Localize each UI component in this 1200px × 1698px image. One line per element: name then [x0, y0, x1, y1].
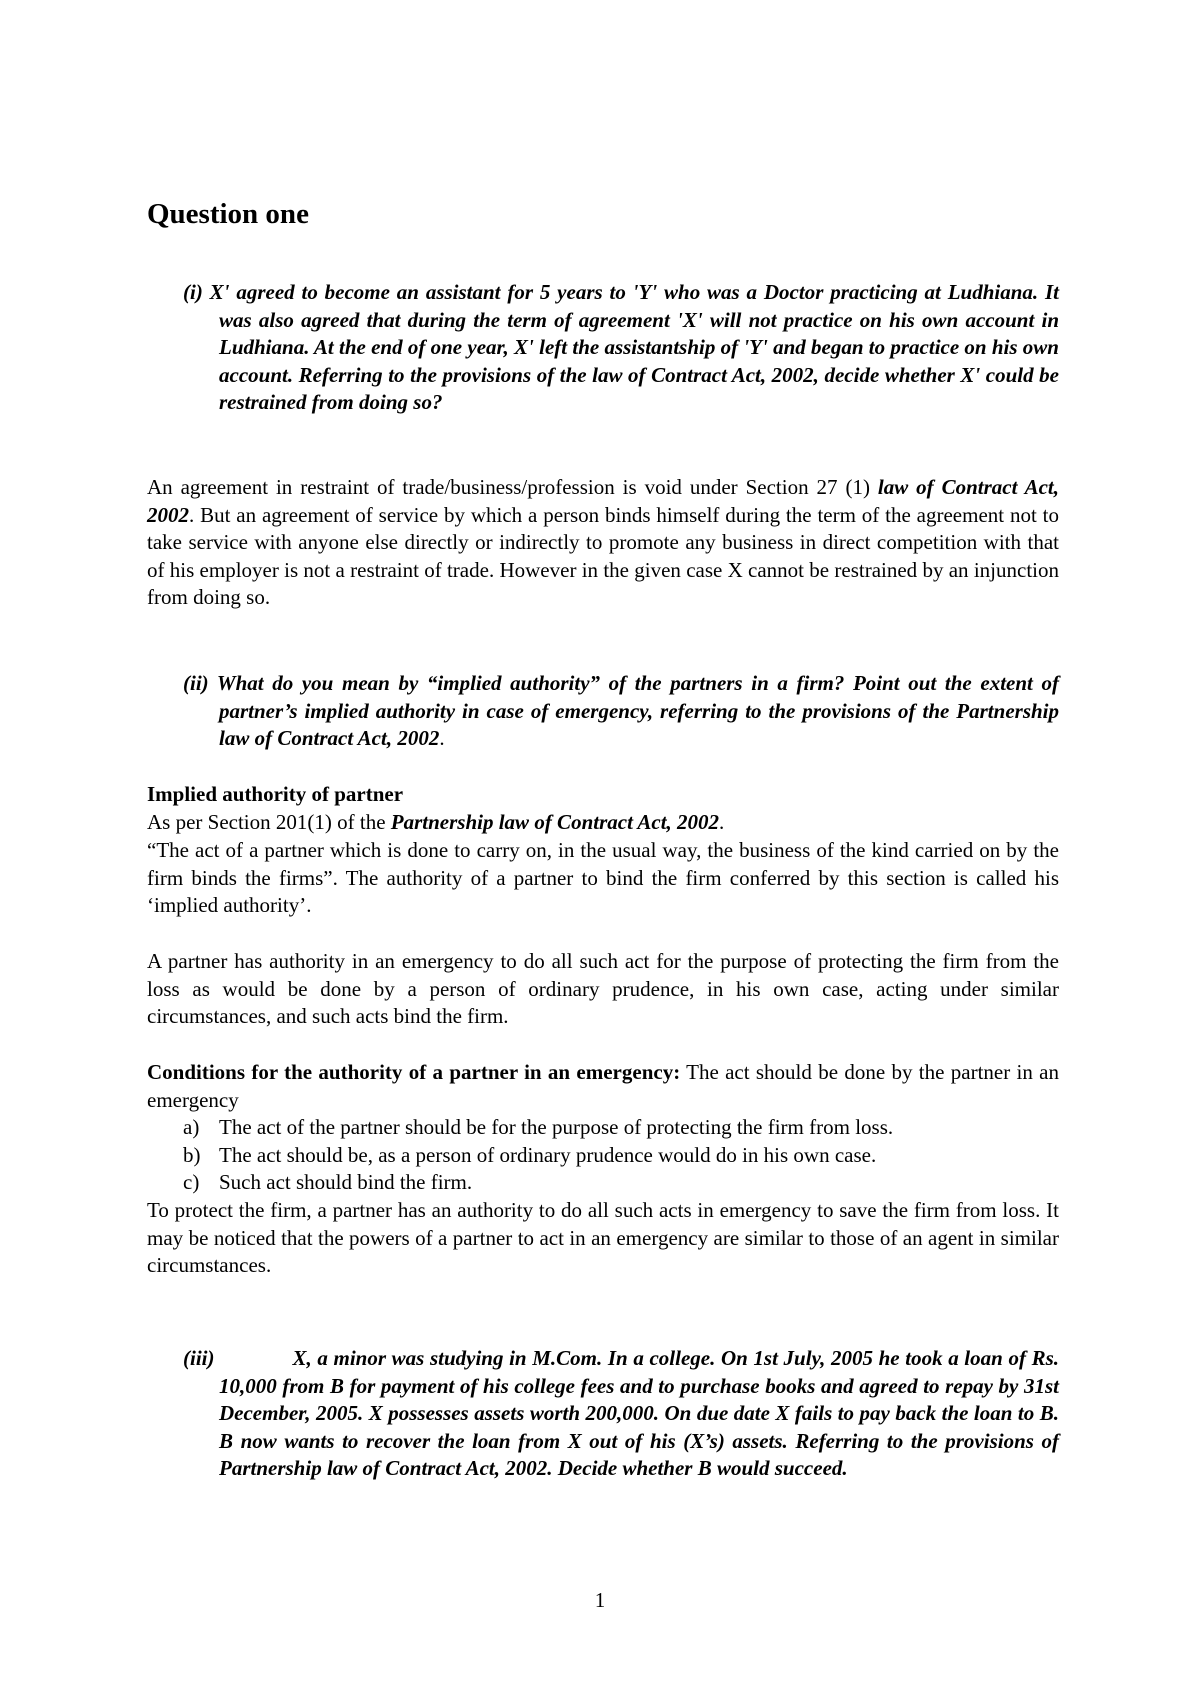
section-reference [147, 809, 1059, 837]
question-3-label: (iii) [183, 1346, 215, 1370]
list-marker: a) [183, 1115, 200, 1139]
answer-1-act-name: law of Contract Act, 2002 [147, 475, 1059, 527]
list-item-text: The act should be, as a person of ordinary prudence would do in his own case. [219, 1142, 877, 1167]
list-item-text: Such act should bind the firm. [219, 1170, 473, 1194]
answer-1 [147, 474, 1059, 612]
closing-paragraph: To protect the firm, a partner has an authority to do all such acts in emergency to save the firm from loss. It may be noticed that the powers of a partner to act in an emergency are similar to those of an agent in similar circumstances. [147, 1198, 1059, 1277]
question-2-text: What do you mean by “implied authority” of the partners in a firm? Point out the extent of partner’s implied authority in case of emergency, referring to the provisions of the Partnership law of Contract Act, 2002 [216, 671, 1059, 750]
conditions-paragraph [147, 1059, 1059, 1114]
question-1-text: X' agreed to become an assistant for 5 years to 'Y' who was a Doctor practicing at Ludhiana. It was also agreed that during the term of agreement 'X' will not practice on his own account in Ludhiana. At the end of one year, X' left the assistantship of 'Y' and began to practice on his own account. Referring to the provisions of the law of Contract Act, 2002, decide whether X' could be restrained from doing so? [209, 280, 1060, 414]
question-3-text: X, a minor was studying in M.Com. In a college. On 1st July, 2005 he took a loan of Rs. 10,000 from B for payment of his college fees and to purchase books and agreed to repay by 31st December, 2005. X possesses assets worth 200,000. On due date X fails to pay back the loan to B. B now wants to recover the loan from X out of his (X’s) assets. Referring to the provisions of Partnership law of Contract Act, 2002. Decide whether B would succeed. [219, 1346, 1059, 1480]
question-1 [183, 279, 1059, 417]
section-reference-start: As per Section 201(1) of the [147, 810, 391, 834]
question-3 [183, 1345, 1059, 1483]
section-reference-act: Partnership law of Contract Act, 2002 [390, 810, 720, 834]
list-item [183, 1114, 1059, 1142]
section-reference-end: . [719, 810, 725, 834]
emergency-paragraph: A partner has authority in an emergency to do all such act for the purpose of protecting the firm from the loss as would be done by a person of ordinary prudence, in his own case, acting under similar circumstances, and such acts bind the firm. [147, 949, 1059, 1028]
section-quote: “The act of a partner which is done to carry on, in the usual way, the business of the kind carried on by the firm binds the firms”. The authority of a partner to bind the firm conferred by this section is called his ‘implied authority’. [147, 838, 1059, 917]
list-marker: c) [183, 1170, 200, 1194]
list-item [183, 1169, 1059, 1197]
conditions-list [183, 1114, 1059, 1197]
list-marker: b) [183, 1142, 201, 1167]
answer-1-text-start: An agreement in restraint of trade/business/profession is void under Section 27 (1) [147, 475, 878, 499]
question-2 [183, 670, 1059, 753]
question-1-label: (i) [183, 280, 203, 304]
question-2-label: (ii) [183, 671, 209, 695]
conditions-heading: Conditions for the authority of a partner in an emergency: [147, 1060, 681, 1084]
question-2-end: . [439, 726, 445, 750]
section-heading-implied-authority: Implied authority of partner [147, 782, 404, 806]
page-title: Question one [147, 198, 309, 230]
answer-1-text-end: . But an agreement of service by which a person binds himself during the term of the agreement not to take service with anyone else directly or indirectly to promote any business in direct competition with that of his employer is not a restraint of trade. However in the given case X cannot be restrained by an injunction from doing so. [147, 502, 1059, 609]
list-item-text: The act of the partner should be for the purpose of protecting the firm from loss. [219, 1115, 894, 1139]
page-number: 1 [594, 1588, 606, 1612]
conditions-intro: The act should be done by the partner in an emergency [147, 1060, 1059, 1112]
list-item [183, 1142, 1059, 1170]
